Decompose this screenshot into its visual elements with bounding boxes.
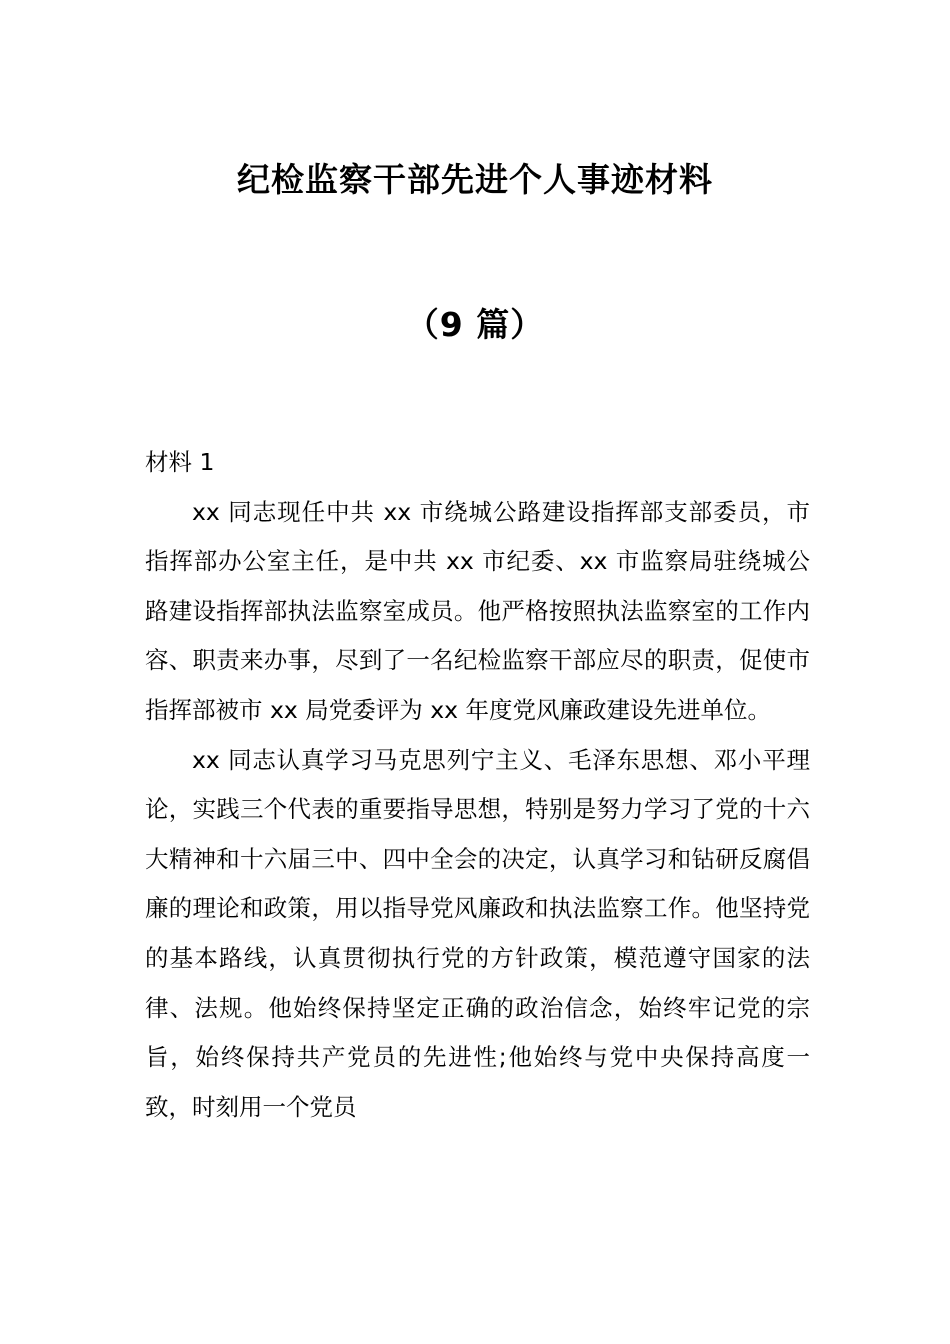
document-subtitle: （9 篇） (405, 305, 545, 344)
document-title: 纪检监察干部先进个人事迹材料 (237, 160, 713, 199)
section-label: 材料 1 (145, 448, 215, 476)
document-body (145, 438, 810, 1132)
paragraph: xx 同志认真学习马克思列宁主义、毛泽东思想、邓小平理论，实践三个代表的重要指导思想，特别是努力学习了党的十六大精神和十六届三中、四中全会的决定，认真学习和钻研反腐倡廉的理论和政策，用以指导党风廉政和执法监察工作。他坚持党的基本路线，认真贯彻执行党的方针政策，模范遵守国家的法律、法规。他始终保持坚定正确的政治信念，始终牢记党的宗旨，始终保持共产党员的先进性;他始终与党中央保持高度一致，时刻用一个党员 (145, 745, 810, 1121)
paragraph: xx 同志现任中共 xx 市绕城公路建设指挥部支部委员，市指挥部办公室主任，是中共 xx 市纪委、xx 市监察局驻绕城公路建设指挥部执法监察室成员。他严格按照执法监察室的工作内容、职责来办事，尽到了一名纪检监察干部应尽的职责，促使市指挥部被市 xx 局党委评为 xx 年度党风廉政建设先进单位。 (145, 497, 810, 724)
